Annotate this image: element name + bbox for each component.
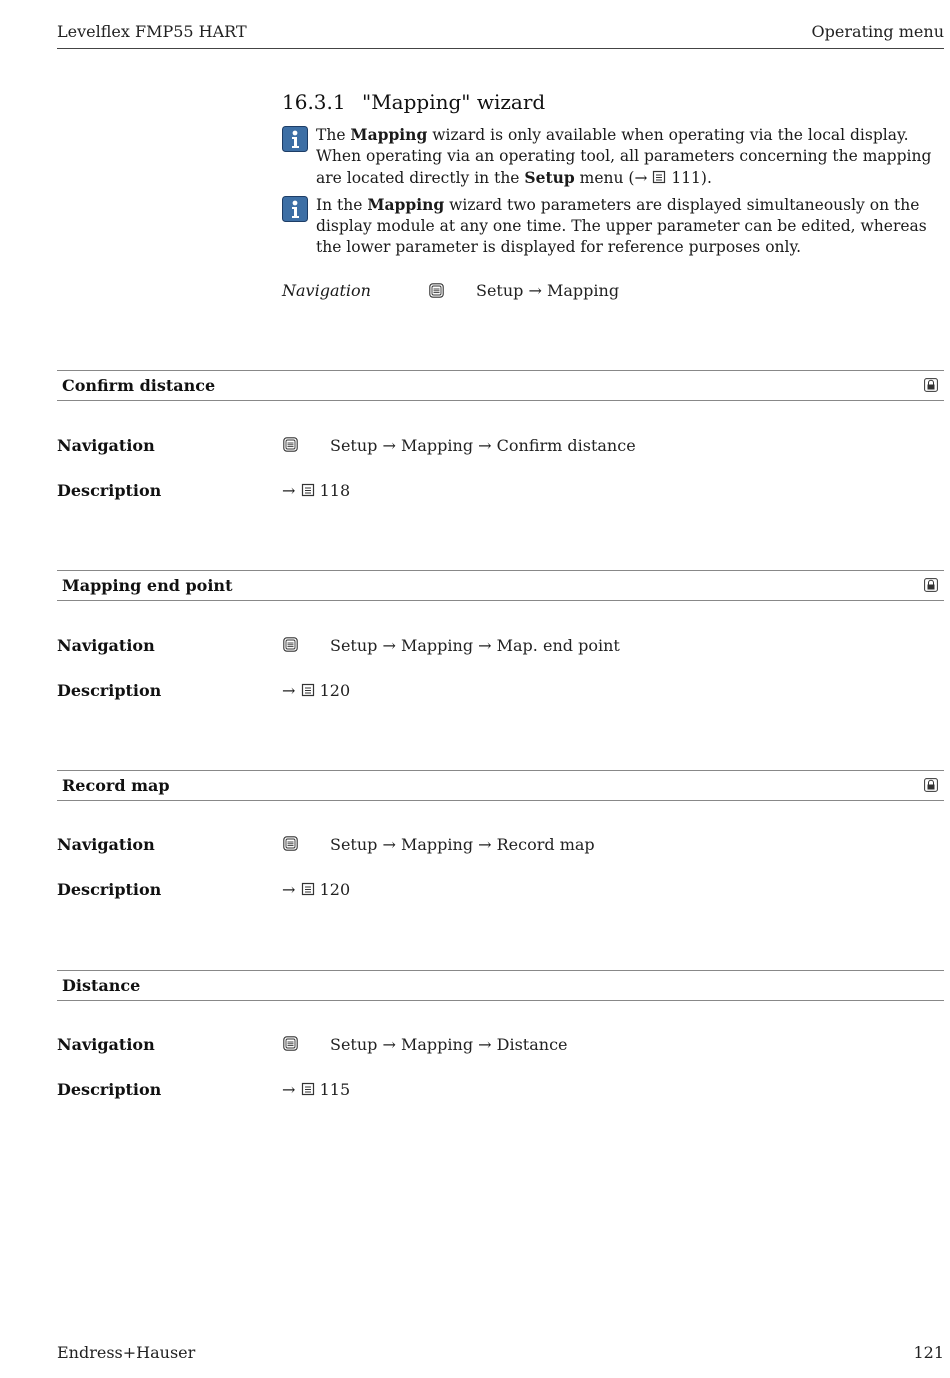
parameter-header-mapping-end-point: [57, 570, 944, 601]
info-icon: [282, 196, 308, 222]
page-number: 120: [319, 681, 351, 700]
arrow-icon: →: [282, 880, 296, 899]
navigation-label: Navigation: [57, 1035, 155, 1054]
page-ref-icon: [301, 483, 315, 497]
page-ref-icon: [301, 683, 315, 697]
description-ref[interactable]: [282, 681, 350, 700]
navigation-path: Setup → Mapping → Distance: [330, 1035, 568, 1054]
info-note-1: [282, 124, 944, 189]
page-number: 118: [319, 481, 351, 500]
navigation-path: Setup → Mapping → Record map: [330, 835, 595, 854]
page-number: 115: [319, 1080, 351, 1099]
header-doc-title: Levelflex FMP55 HART: [57, 22, 247, 41]
description-label: Description: [57, 880, 162, 899]
arrow-icon: →: [282, 681, 296, 700]
parameter-header-distance: [57, 970, 944, 1001]
lock-icon: [924, 578, 938, 592]
info-note-2: [282, 194, 944, 258]
page-number: 120: [319, 880, 351, 899]
menu-icon: [283, 836, 298, 851]
lock-icon: [924, 378, 938, 392]
info-icon: [282, 126, 308, 152]
menu-icon: [283, 1036, 298, 1051]
navigation-path: Setup → Mapping → Confirm distance: [330, 436, 636, 455]
description-ref[interactable]: [282, 880, 350, 899]
arrow-icon: →: [282, 481, 296, 500]
info-note-1-text: The Mapping wizard is only available when operating via the local display. When operating via an operating tool, all parameters concerning the mapping are located directly in the Setup menu (→ 111).: [316, 125, 932, 187]
description-ref[interactable]: [282, 481, 350, 500]
menu-icon: [283, 637, 298, 652]
description-label: Description: [57, 481, 162, 500]
info-note-2-text: In the Mapping wizard two parameters are displayed simultaneously on the display module at any one time. The upper parameter can be edited, whereas the lower parameter is displayed for reference purposes only.: [316, 195, 927, 256]
menu-icon: [429, 283, 444, 298]
description-label: Description: [57, 681, 162, 700]
page-ref[interactable]: 111: [671, 169, 701, 187]
menu-icon: [283, 437, 298, 452]
navigation-label: Navigation: [57, 436, 155, 455]
navigation-label: Navigation: [57, 636, 155, 655]
wizard-navigation-path: Setup → Mapping: [476, 281, 620, 300]
lock-icon: [924, 778, 938, 792]
section-heading: [282, 90, 545, 114]
parameter-title: Record map: [62, 776, 170, 795]
section-number: 16.3.1: [282, 90, 346, 114]
footer-company: Endress+Hauser: [57, 1343, 196, 1362]
parameter-header-record-map: [57, 770, 944, 801]
footer-page-number: 121: [913, 1343, 944, 1362]
page-ref-icon: [301, 882, 315, 896]
wizard-navigation-label: Navigation: [282, 281, 371, 300]
parameter-title: Mapping end point: [62, 576, 233, 595]
parameter-header-confirm-distance: [57, 370, 944, 401]
parameter-title: Distance: [62, 976, 141, 995]
page-ref-icon: [301, 1082, 315, 1096]
section-title: "Mapping" wizard: [362, 90, 546, 114]
header-section-name: Operating menu: [811, 22, 944, 41]
page-ref-icon: [652, 170, 666, 184]
navigation-path: Setup → Mapping → Map. end point: [330, 636, 620, 655]
description-ref[interactable]: [282, 1080, 350, 1099]
header-rule: [57, 48, 944, 49]
description-label: Description: [57, 1080, 162, 1099]
parameter-title: Confirm distance: [62, 376, 216, 395]
arrow-icon: →: [282, 1080, 296, 1099]
navigation-label: Navigation: [57, 835, 155, 854]
